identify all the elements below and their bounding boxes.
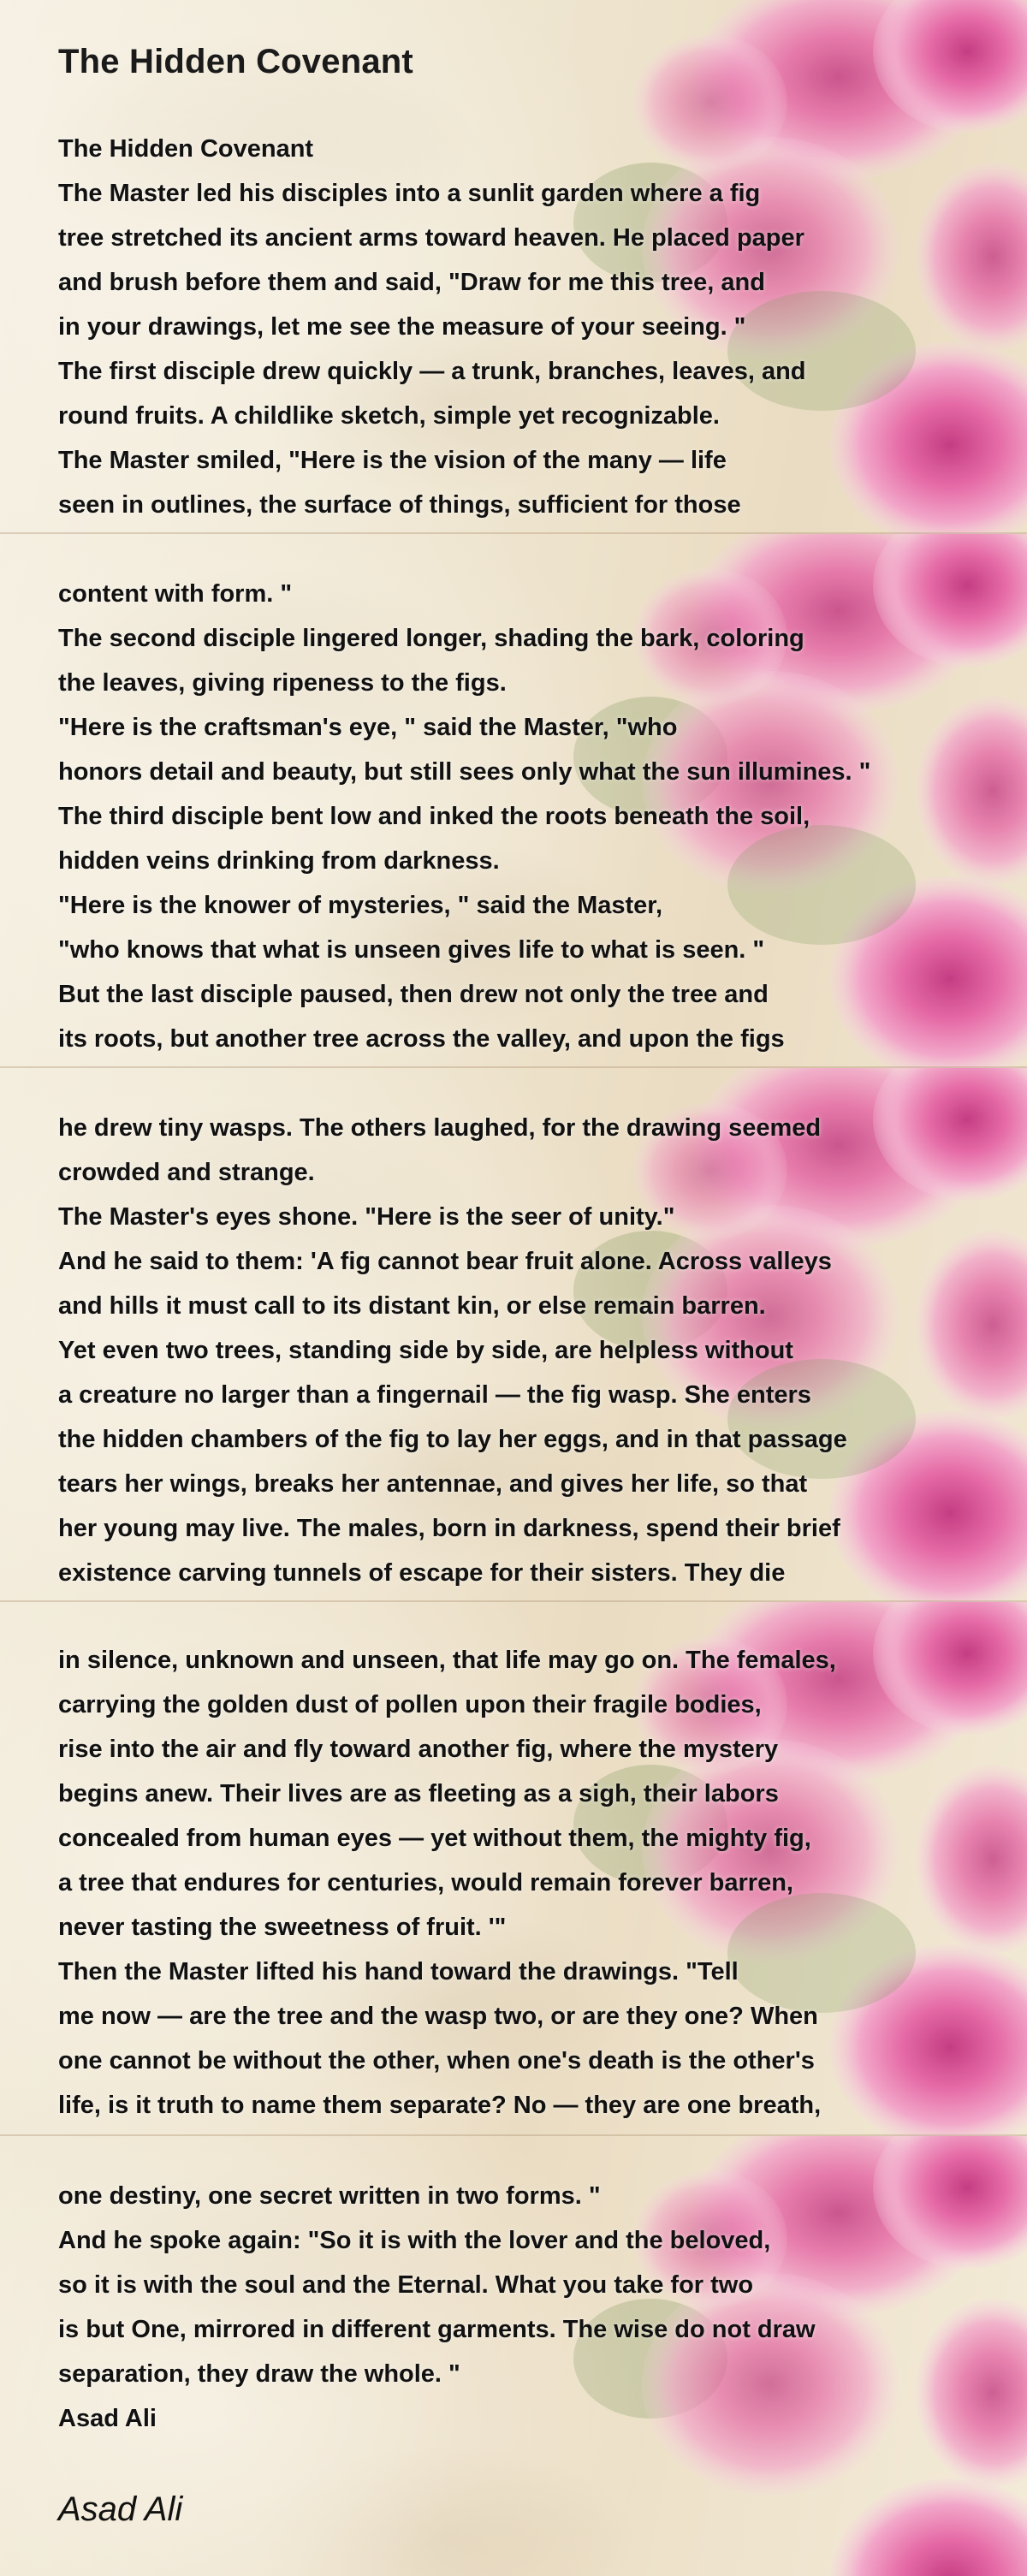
poem-stanza (58, 572, 870, 1061)
poem-line: carrying the golden dust of pollen upon their fragile bodies, (58, 1691, 762, 1718)
poem-line: never tasting the sweetness of fruit. '" (58, 1914, 507, 1941)
poem-line: "Here is the craftsman's eye, " said the Master, "who (58, 714, 678, 741)
poem-line: the leaves, giving ripeness to the figs. (58, 669, 507, 697)
poem-author-line: Asad Ali (58, 2405, 157, 2432)
poem-stanza (58, 1638, 836, 2128)
poem-line: The third disciple bent low and inked the roots beneath the soil, (58, 803, 810, 830)
poem-line: honors detail and beauty, but still sees only what the sun illumines. " (58, 758, 871, 786)
poem-line: seen in outlines, the surface of things, sufficient for those (58, 491, 741, 519)
poem-line: content with form. " (58, 580, 293, 608)
poem-line: a creature no larger than a fingernail — the fig wasp. She enters (58, 1381, 811, 1409)
poem-line: But the last disciple paused, then drew not only the tree and (58, 981, 769, 1008)
poem-line: and hills it must call to its distant kin, or else remain barren. (58, 1292, 766, 1320)
poem-line: begins anew. Their lives are as fleeting as a sigh, their labors (58, 1780, 779, 1807)
poem-line: and brush before them and said, "Draw for me this tree, and (58, 269, 765, 296)
poem-line: its roots, but another tree across the valley, and upon the figs (58, 1025, 785, 1053)
poem-line: one destiny, one secret written in two forms. " (58, 2182, 601, 2210)
author-signature: Asad Ali (58, 2490, 183, 2528)
poem-line: me now — are the tree and the wasp two, or are they one? When (58, 2003, 818, 2030)
poem-line: Then the Master lifted his hand toward the drawings. "Tell (58, 1958, 739, 1985)
poem-line: round fruits. A childlike sketch, simple yet recognizable. (58, 402, 720, 430)
poem-line: The first disciple drew quickly — a trunk, branches, leaves, and (58, 358, 806, 385)
poem-line: "who knows that what is unseen gives life to what is seen. " (58, 936, 765, 964)
poem-line: Yet even two trees, standing side by side, are helpless without (58, 1337, 793, 1364)
poem-line: a tree that endures for centuries, would remain forever barren, (58, 1869, 793, 1896)
poem-line: And he said to them: 'A fig cannot bear fruit alone. Across valleys (58, 1248, 832, 1275)
poem-line: The Master smiled, "Here is the vision of the many — life (58, 447, 727, 474)
poem-stanza (58, 1106, 847, 1595)
poem-line: The Master led his disciples into a sunlit garden where a fig (58, 180, 761, 207)
poem-line: existence carving tunnels of escape for their sisters. They die (58, 1559, 786, 1587)
poem-line: so it is with the soul and the Eternal. What you take for two (58, 2271, 754, 2299)
poem-line: her young may live. The males, born in darkness, spend their brief (58, 1515, 840, 1542)
poem-title: The Hidden Covenant (58, 43, 413, 80)
poem-line: And he spoke again: "So it is with the lover and the beloved, (58, 2227, 771, 2254)
poem-line: The Master's eyes shone. "Here is the seer of unity." (58, 1203, 675, 1231)
poem-line: crowded and strange. (58, 1159, 315, 1186)
poem-line: "Here is the knower of mysteries, " said the Master, (58, 892, 663, 919)
poem-line: concealed from human eyes — yet without them, the mighty fig, (58, 1825, 811, 1852)
poem-line: he drew tiny wasps. The others laughed, for the drawing seemed (58, 1114, 822, 1142)
poem-line: The Hidden Covenant (58, 135, 314, 163)
poem-line: in silence, unknown and unseen, that life may go on. The females, (58, 1647, 836, 1674)
poem-line: in your drawings, let me see the measure of your seeing. " (58, 313, 746, 341)
poem-line: hidden veins drinking from darkness. (58, 847, 500, 875)
poem-line: life, is it truth to name them separate? No — they are one breath, (58, 2092, 822, 2119)
poem-stanza (58, 127, 806, 527)
poem-line: tree stretched its ancient arms toward heaven. He placed paper (58, 224, 804, 252)
poem-line: one cannot be without the other, when one's death is the other's (58, 2047, 815, 2074)
poem-line: tears her wings, breaks her antennae, and gives her life, so that (58, 1470, 808, 1498)
poem-line: is but One, mirrored in different garments. The wise do not draw (58, 2316, 816, 2343)
poem-line: rise into the air and fly toward another fig, where the mystery (58, 1736, 779, 1763)
poem-stanza (58, 2174, 816, 2441)
poem-line: The second disciple lingered longer, shading the bark, coloring (58, 625, 804, 652)
poem-line: separation, they draw the whole. " (58, 2360, 460, 2388)
poem-line: the hidden chambers of the fig to lay her eggs, and in that passage (58, 1426, 847, 1453)
